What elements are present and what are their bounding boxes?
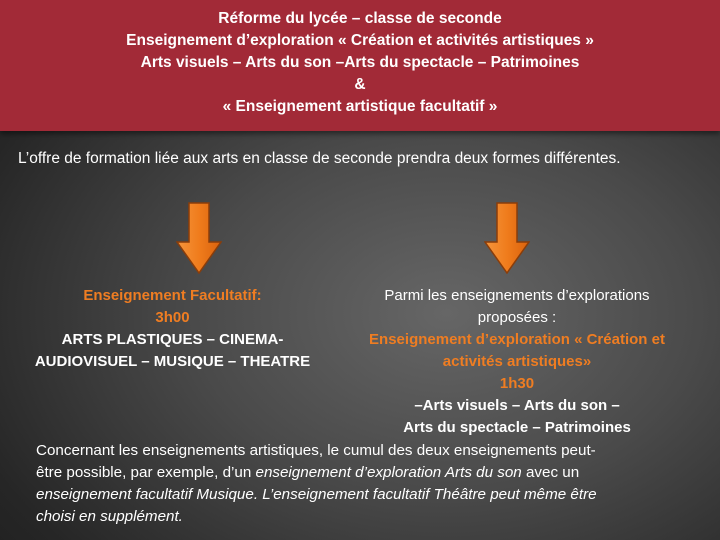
facultatif-subjects-1: ARTS PLASTIQUES – CINEMA- <box>61 331 284 348</box>
exploration-title-2: activités artistiques» <box>442 353 592 370</box>
title-banner <box>0 0 720 131</box>
exploration-line-2: proposées : <box>477 309 557 326</box>
facultatif-title: Enseignement Facultatif: <box>83 287 262 304</box>
conclusion-line-4: choisi en supplément. <box>36 508 183 525</box>
title-line-2: Enseignement d’exploration « Création et activités artistiques » <box>126 32 594 49</box>
exploration-hours: 1h30 <box>499 375 535 392</box>
exploration-title-1: Enseignement d’exploration « Création et <box>369 331 665 348</box>
arrow-down-icon <box>176 202 222 274</box>
conclusion-text: être possible, par exemple, d’un <box>36 464 256 481</box>
title-line-1: Réforme du lycée – classe de seconde <box>218 10 502 27</box>
exploration-fields-1: –Arts visuels – Arts du son – <box>414 397 620 414</box>
conclusion-emphasis: enseignement d’exploration Arts du son <box>255 464 522 481</box>
conclusion-text: avec un <box>521 464 580 481</box>
conclusion-line-3: enseignement facultatif Musique. L’enseignement facultatif Théâtre peut même être <box>36 486 597 503</box>
facultatif-subjects-2: AUDIOVISUEL – MUSIQUE – THEATRE <box>34 353 311 370</box>
title-line-4: & <box>354 76 366 93</box>
exploration-block <box>333 285 701 439</box>
arrow-down-icon <box>484 202 530 274</box>
title-line-3: Arts visuels – Arts du son –Arts du spectacle – Patrimoines <box>140 54 580 71</box>
title-line-5: « Enseignement artistique facultatif » <box>222 98 498 115</box>
intro-text: L’offre de formation liée aux arts en classe de seconde prendra deux formes différentes. <box>18 150 621 167</box>
facultatif-block <box>0 285 345 373</box>
conclusion-line-2 <box>36 462 708 484</box>
exploration-line-1: Parmi les enseignements d’explorations <box>384 287 650 304</box>
conclusion-paragraph <box>36 440 708 528</box>
exploration-fields-2: Arts du spectacle – Patrimoines <box>403 419 631 436</box>
conclusion-line-1: Concernant les enseignements artistiques, le cumul des deux enseignements peut- <box>36 442 596 459</box>
facultatif-hours: 3h00 <box>155 309 190 326</box>
